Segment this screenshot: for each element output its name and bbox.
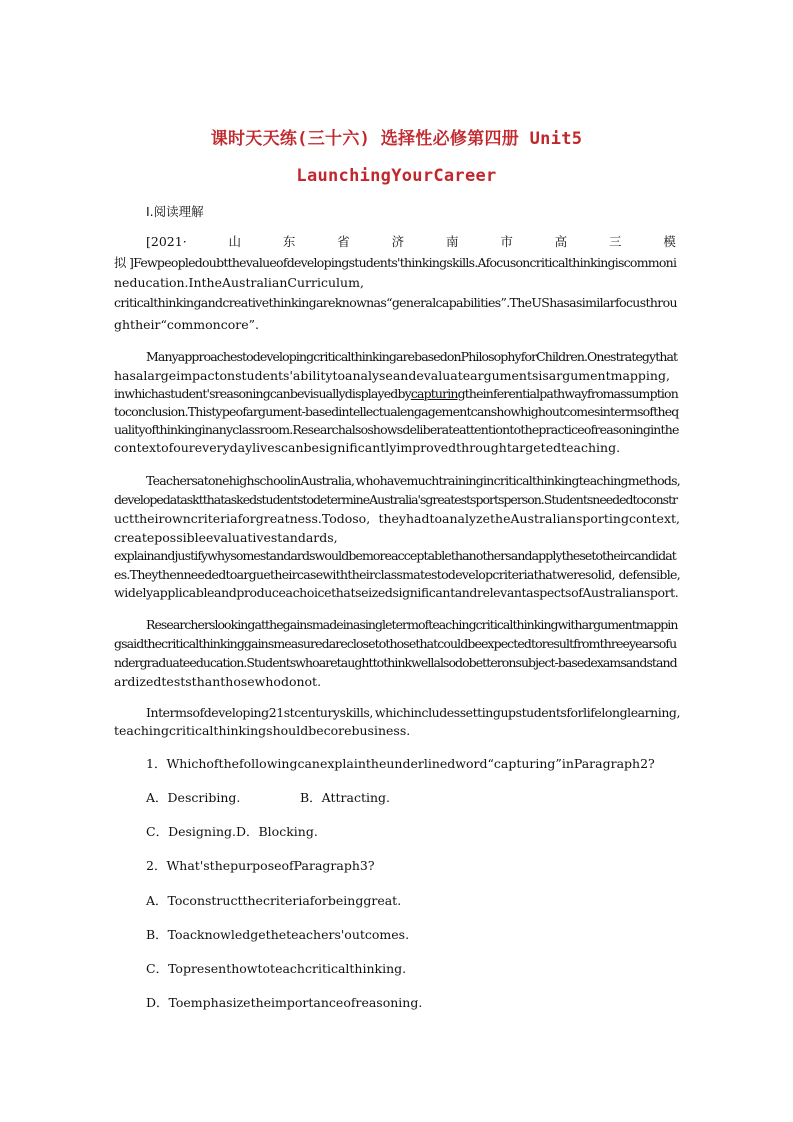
paragraph-line: contextofoureverydaylivescanbesignificantlyimprovedthroughtargetedteaching. (114, 440, 621, 455)
text-run: whohavemuchtrainingincriticalthinkingteachingmethods, (355, 473, 680, 488)
text-run: defensible, (618, 567, 680, 582)
underlined-word: capturing (410, 386, 465, 401)
q1-option-b: B．Attracting. (300, 790, 391, 805)
text-run: theyhadtoanalyzetheAustraliansportingcontext, (378, 511, 680, 526)
text-run: theinferentialpathwayfromassumption (464, 386, 678, 401)
paragraph-line (146, 472, 680, 490)
text-run: inwhichastudent'sreasoningcanbevisuallydisplayedby (114, 386, 411, 401)
source-char: 省 (337, 234, 350, 249)
paragraph-line (114, 385, 680, 403)
q2-option-d: D．Toemphasizetheimportanceofreasoning. (146, 995, 423, 1010)
text-run: es.Theythenneededtoarguetheircasewiththeirclassmatestodevelopcriteriathatweresolid, (114, 567, 615, 582)
paragraph-line: neducation.IntheAustralianCurriculum, (114, 275, 364, 290)
paragraph-line (114, 566, 680, 584)
paragraph-line: ManyapproachestodevelopingcriticalthinkingarebasedonPhilosophyforChildren.Onestrategythat (146, 349, 678, 364)
source-line (146, 233, 676, 251)
q2-option-a: A．Toconstructthecriteriaforbeinggreat. (146, 893, 402, 908)
source-char: 济 (391, 234, 405, 249)
source-char: 市 (500, 234, 513, 249)
source-char: 东 (282, 234, 296, 249)
paragraph-line: ghtheir“commoncore”. (114, 317, 259, 332)
document-subtitle: LaunchingYourCareer (296, 166, 497, 186)
paragraph-line: developedatasktthataskedstudentstodetermineAustralia'sgreatestsportsperson.Studentsneededtoconstr (114, 492, 678, 507)
paragraph-line: criticalthinkingandcreativethinkingareknownas“generalcapabilities”.TheUShasasimilarfocusthrou (114, 295, 677, 310)
paragraph-line: widelyapplicableandproduceachoicethatseizedsignificantandrelevantaspectsofAustraliansport. (114, 585, 679, 600)
paragraph-line: ardizedteststhanthosewhodonot. (114, 674, 322, 689)
source-char: 模 (663, 234, 676, 249)
section-heading: Ⅰ.阅读理解 (146, 204, 204, 219)
text-run: whichincludessettingupstudentsforlifelonglearning, (374, 705, 680, 720)
paragraph-line: ndergraduateeducation.Studentswhoaretaughttothinkwellalsodobetteronsubject-basedexamsandstand (114, 655, 677, 670)
source-char: [2021· (146, 234, 187, 249)
paragraph-line: 拟 ]Fewpeopledoubtthevalueofdevelopingstudents'thinkingskills.Afocusoncriticalthinkingiscommoni (114, 255, 677, 270)
paragraph-line: createpossibleevaluativestandards, (114, 530, 338, 545)
source-char: 三 (609, 234, 622, 249)
paragraph-line: Researcherslookingatthegainsmadeinasingletermofteachingcriticalthinkingwithargumentmappin (146, 617, 678, 632)
q1-option-a: A．Describing. (146, 790, 241, 805)
question-2-stem: 2．What'sthepurposeofParagraph3? (146, 858, 375, 873)
text-run: ucttheirowncriteriaforgreatness.Todoso, (114, 511, 371, 526)
source-char: 山 (228, 234, 242, 249)
source-char: 高 (554, 234, 568, 249)
paragraph-line: ualityofthinkinginanyclassroom.Researchalsoshowsdeliberateattentiontothepracticeofreasoninginthe (114, 422, 679, 437)
source-char: 南 (445, 234, 459, 249)
paragraph-line: explainandjustifywhysomestandardswouldbemoreacceptablethanothersandapplythesetotheircandidat (114, 548, 676, 563)
document-title: 课时天天练(三十六) 选择性必修第四册 Unit5 (210, 129, 583, 149)
text-run: Intermsofdeveloping21stcenturyskills, (146, 705, 373, 720)
text-run: TeachersatonehighschoolinAustralia, (146, 473, 355, 488)
paragraph-line (114, 510, 680, 528)
paragraph-line: teachingcriticalthinkingshouldbecorebusiness. (114, 723, 411, 738)
question-1-stem: 1．Whichofthefollowingcanexplaintheunderlinedword“capturing”inParagraph2? (146, 756, 655, 771)
paragraph-line (146, 704, 680, 722)
paragraph-line: hasalargeimpactonstudents'abilitytoanalyseandevaluateargumentsisargumentmapping, (114, 368, 670, 383)
q1-option-cd: C．Designing.D．Blocking. (146, 824, 318, 839)
paragraph-line: toconclusion.Thistypeofargument-basedintellectualengagementcanshowhighoutcomesintermsofthеq (114, 404, 679, 419)
paragraph-line: gsaidthecriticalthinkinggainsmeasuredareclosetothosethatcouldbeexpectedtoresultfromthreeyearsofu (114, 636, 677, 651)
q2-option-b: B．Toacknowledgetheteachers'outcomes. (146, 927, 410, 942)
q2-option-c: C．Topresenthowtoteachcriticalthinking. (146, 961, 407, 976)
